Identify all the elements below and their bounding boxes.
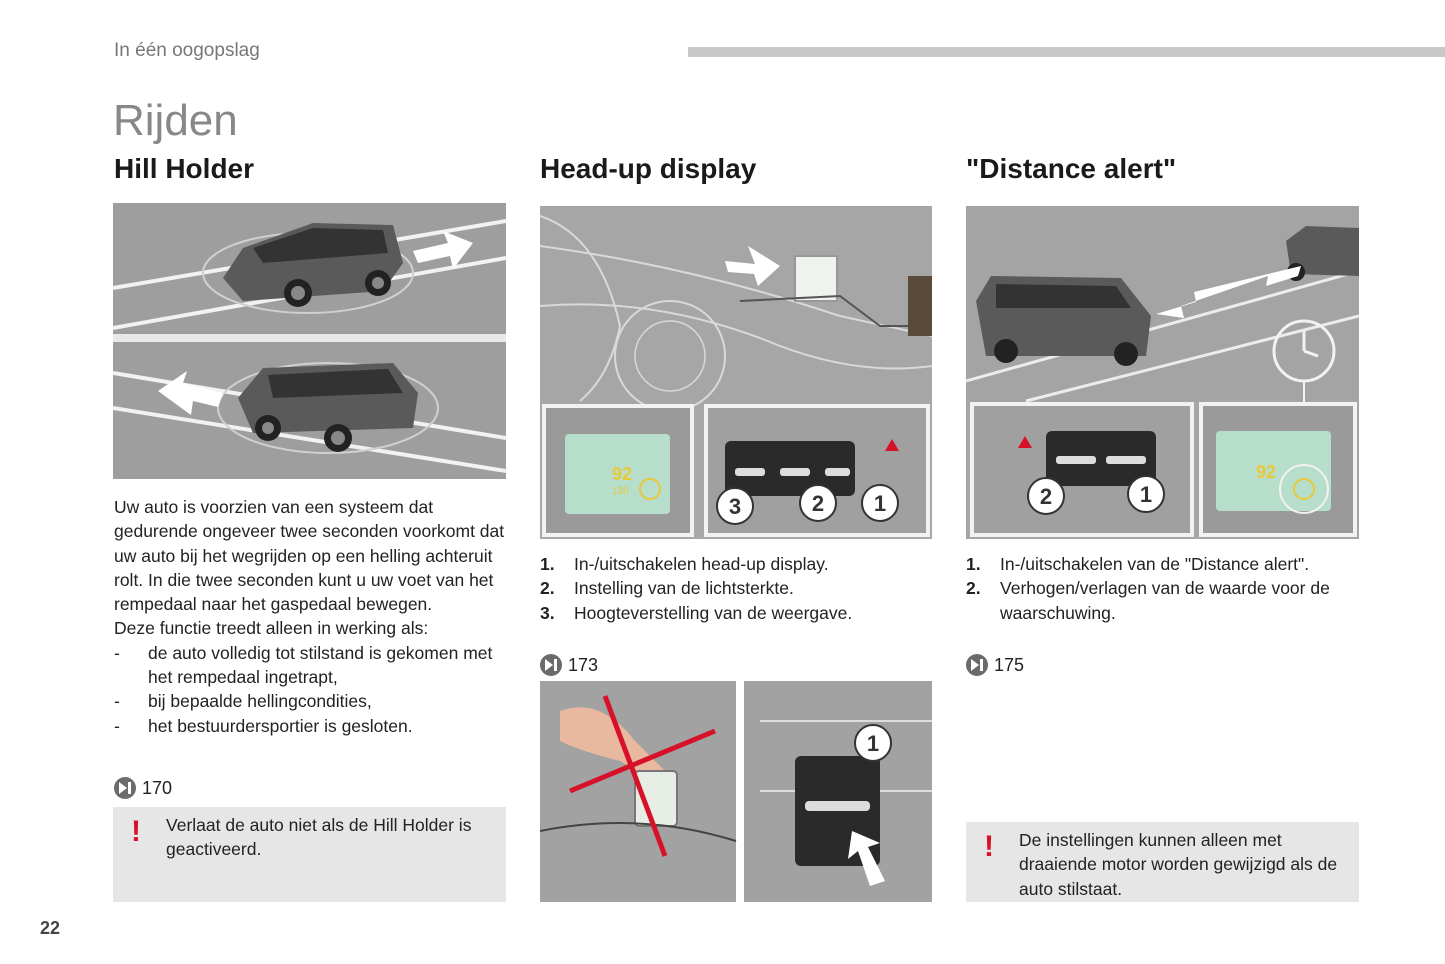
item-number: 2. xyxy=(540,578,555,599)
callout-label: 2 xyxy=(1039,484,1053,509)
car-rear xyxy=(976,276,1151,366)
distance-alert-list-wrap xyxy=(966,552,1359,625)
hill-holder-warning xyxy=(113,807,506,902)
item-text: Hoogteverstelling van de weergave. xyxy=(574,602,853,623)
head-up-warning-figure xyxy=(540,681,932,902)
page-ref-icon xyxy=(114,777,136,799)
page-ref-icon xyxy=(966,654,988,676)
item-number: 1. xyxy=(540,554,555,574)
hud-speed-value: 92 xyxy=(1256,462,1277,482)
item-text: Verhogen/verlagen van de waarde voor de waarschuwing. xyxy=(1000,578,1330,623)
callout-label: 2 xyxy=(811,491,825,516)
callout-1 xyxy=(1128,476,1164,512)
hill-holder-figure xyxy=(113,203,506,479)
hill-holder-text xyxy=(114,495,506,738)
hill-holder-page-ref[interactable] xyxy=(114,777,172,799)
head-up-title: Head-up display xyxy=(540,153,757,184)
hud-speed-value: 92 xyxy=(612,464,633,484)
page-ref-number: 175 xyxy=(994,654,1025,675)
page-ref-number: 170 xyxy=(142,777,173,798)
callout-label: 1 xyxy=(866,731,880,756)
hill-holder-title: Hill Holder xyxy=(114,153,255,184)
distance-alert-list xyxy=(966,552,1359,625)
item-number: 1. xyxy=(966,554,981,574)
list-item: - bij bepaalde hellingcondities, xyxy=(114,689,506,713)
page-number: 22 xyxy=(40,918,61,938)
item-text: In-/uitschakelen van de "Distance alert". xyxy=(1000,554,1310,574)
callout-label: 1 xyxy=(873,491,887,516)
hill-holder-conditions xyxy=(114,641,506,738)
header-bar xyxy=(688,47,1445,57)
list-item xyxy=(540,601,932,625)
list-item xyxy=(540,576,932,600)
callout-2 xyxy=(800,485,836,521)
warning-text: Verlaat de auto niet als de Hill Holder is geactiveerd. xyxy=(166,815,472,860)
head-up-figure xyxy=(540,206,932,539)
distance-alert-figure xyxy=(966,206,1359,539)
list-item xyxy=(540,552,932,576)
item-number: 2. xyxy=(966,578,981,599)
list-item: - de auto volledig tot stilstand is gekomen met het rempedaal ingetrapt, xyxy=(114,641,506,690)
head-up-page-ref[interactable] xyxy=(540,654,598,676)
page-title: Rijden xyxy=(113,96,238,145)
hill-holder-condition-intro: Deze functie treedt alleen in werking als: xyxy=(114,618,429,639)
callout-3 xyxy=(717,488,753,524)
distance-alert-page-ref[interactable] xyxy=(966,654,1024,676)
callout-label: 3 xyxy=(728,494,742,519)
section-label: In één oogopslag xyxy=(114,40,260,61)
callout-1 xyxy=(862,485,898,521)
callout-2 xyxy=(1028,478,1064,514)
hud-speed-limit: 130 xyxy=(612,486,629,497)
hud-screen xyxy=(795,256,837,301)
list-item xyxy=(966,552,1359,576)
distance-alert-title: "Distance alert" xyxy=(966,153,1177,184)
car-downhill xyxy=(218,363,438,453)
hill-holder-paragraph: Uw auto is voorzien van een systeem dat gedurende ongeveer twee seconden voorkomt dat uw auto bij het wegrijden op een helling achteruit rolt. In die twee seconden kunt u uw voet van het rempedaal naar het gaspedaal bewegen. xyxy=(114,497,505,615)
item-text: In-/uitschakelen head-up display. xyxy=(574,554,829,574)
page-ref-number: 173 xyxy=(568,654,599,675)
list-item: - het bestuurdersportier is gesloten. xyxy=(114,714,506,738)
list-item xyxy=(966,576,1359,625)
callout-1 xyxy=(855,725,891,761)
callout-label: 1 xyxy=(1139,482,1153,507)
distance-alert-warning xyxy=(966,822,1359,902)
page-ref-icon xyxy=(540,654,562,676)
warning-icon: ! xyxy=(131,815,141,848)
head-up-list-wrap xyxy=(540,552,932,625)
item-text: Instelling van de lichtsterkte. xyxy=(574,578,794,599)
warning-icon: ! xyxy=(984,830,994,863)
warning-text: De instellingen kunnen alleen met draaiende motor worden gewijzigd als de auto stilstaat. xyxy=(1019,830,1338,899)
item-number: 3. xyxy=(540,602,555,623)
head-up-list xyxy=(540,552,932,625)
